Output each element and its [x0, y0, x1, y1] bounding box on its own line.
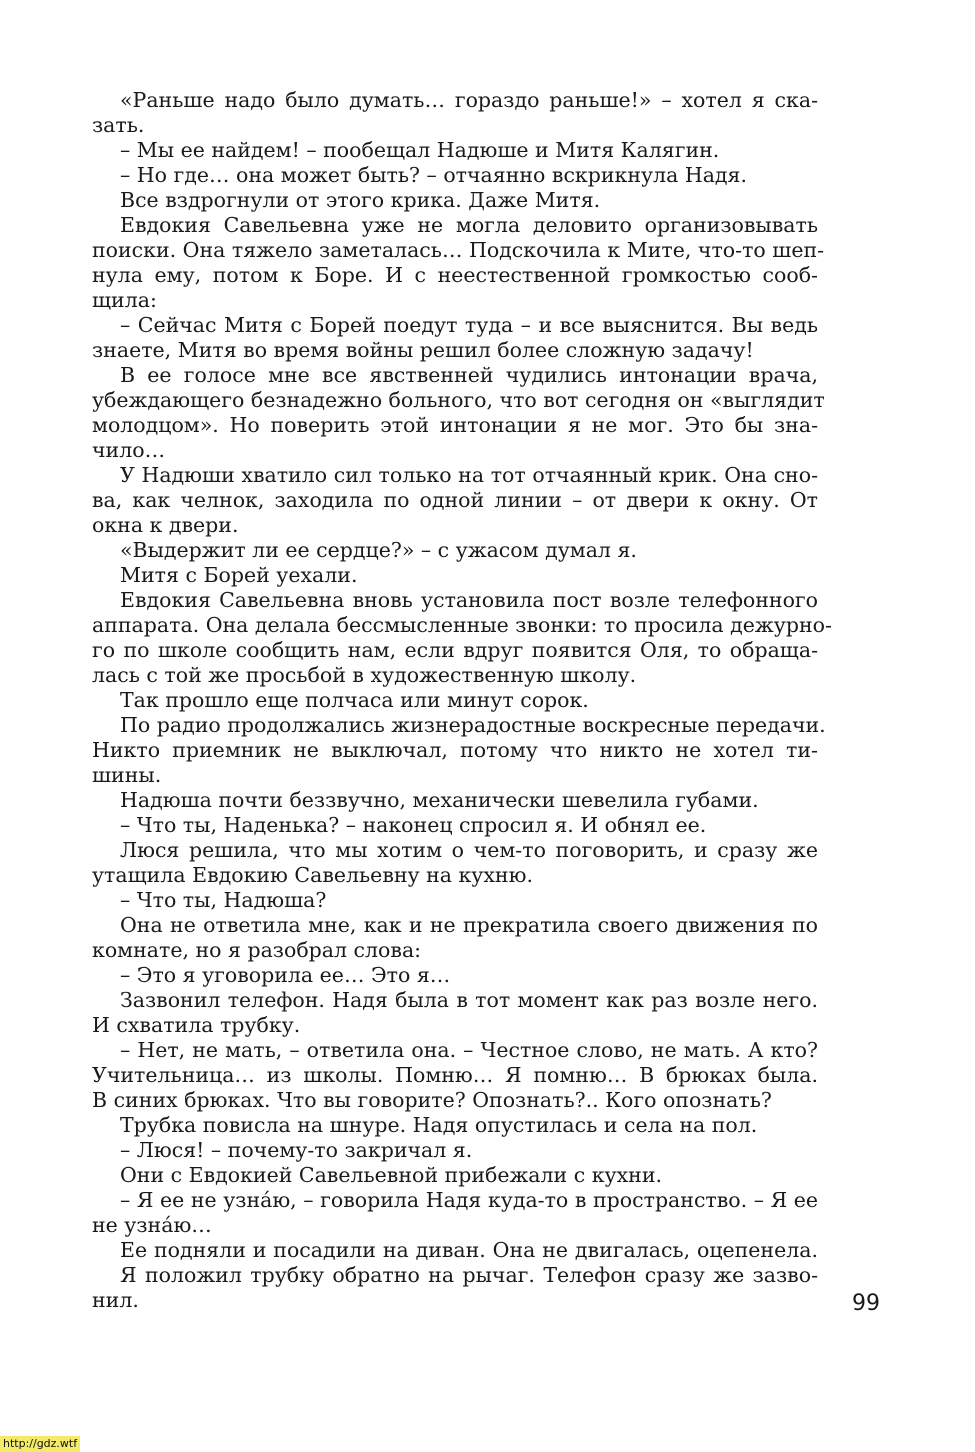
text-line: «Раньше надо было думать… гораздо раньше!» – хотел я ска- — [120, 88, 818, 112]
text-line: Надюша почти беззвучно, механически шевелила губами. — [120, 788, 759, 812]
text-line: – Люся! – почему-то закричал я. — [120, 1138, 473, 1162]
text-line: аппарата. Она делала бессмысленные звонки: то просила дежурно- — [92, 613, 832, 637]
text-line: лась с той же просьбой в художественную школу. — [92, 663, 637, 687]
text-line: комнате, но я разобрал слова: — [92, 938, 422, 962]
text-line: Они с Евдокией Савельевной прибежали с кухни. — [120, 1163, 663, 1187]
text-line: поиски. Она тяжело заметалась… Подскочила к Мите, что-то шеп- — [92, 238, 825, 262]
text-line: – Но где… она может быть? – отчаянно вскрикнула Надя. — [120, 163, 747, 187]
text-line: «Выдержит ли ее сердце?» – с ужасом думал я. — [120, 538, 637, 562]
text-line: Зазвонил телефон. Надя была в тот момент как раз возле него. — [120, 988, 818, 1012]
watermark-link[interactable]: http://gdz.wtf — [0, 1436, 80, 1452]
text-line: го по школе сообщить нам, если вдруг появится Оля, то обраща- — [92, 638, 818, 662]
text-line: шины. — [92, 763, 162, 787]
text-line: Все вздрогнули от этого крика. Даже Митя. — [120, 188, 601, 212]
text-line: В синих брюках. Что вы говорите? Опознать?.. Кого опознать? — [92, 1088, 772, 1112]
text-line: Я положил трубку обратно на рычаг. Телефон сразу же зазво- — [120, 1263, 818, 1287]
text-line: Учительница… из школы. Помню… Я помню… В брюках была. — [92, 1063, 818, 1087]
text-line: Митя с Борей уехали. — [120, 563, 358, 587]
text-line: щила: — [92, 288, 157, 312]
text-line: Трубка повисла на шнуре. Надя опустилась и села на пол. — [120, 1113, 758, 1137]
text-line: убеждающего безнадежно больного, что вот сегодня он «выглядит — [92, 388, 825, 412]
text-line: – Что ты, Надюша? — [120, 888, 327, 912]
text-line: По радио продолжались жизнерадостные воскресные передачи. — [120, 713, 826, 737]
text-line: В ее голосе мне все явственней чудились интонации врача, — [120, 363, 818, 387]
text-line: утащила Евдокию Савельевну на кухню. — [92, 863, 533, 887]
text-line: не узна́ю… — [92, 1213, 212, 1237]
text-line: – Это я уговорила ее… Это я… — [120, 963, 451, 987]
text-line: Люся решила, что мы хотим о чем-то поговорить, и сразу же — [120, 838, 818, 862]
text-line: У Надюши хватило сил только на тот отчаянный крик. Она сно- — [120, 463, 818, 487]
text-line: – Мы ее найдем! – пообещал Надюше и Митя Калягин. — [120, 138, 720, 162]
page-body-text — [92, 88, 832, 1313]
text-line: – Что ты, Наденька? – наконец спросил я. И обнял ее. — [120, 813, 707, 837]
text-line: И схватила трубку. — [92, 1013, 301, 1037]
text-line: молодцом». Но поверить этой интонации я не мог. Это бы зна- — [92, 413, 818, 437]
text-line: ва, как челнок, заходила по одной линии – от двери к окну. От — [92, 488, 818, 512]
text-line: зать. — [92, 113, 145, 137]
text-line: – Я ее не узна́ю, – говорила Надя куда-то в пространство. – Я ее — [120, 1188, 818, 1212]
text-line: Так прошло еще полчаса или минут сорок. — [120, 688, 589, 712]
text-line: Евдокия Савельевна уже не могла деловито организовывать — [120, 213, 818, 237]
text-line: знаете, Митя во время войны решил более сложную задачу! — [92, 338, 754, 362]
text-line: Евдокия Савельевна вновь установила пост возле телефонного — [120, 588, 818, 612]
text-line: нула ему, потом к Боре. И с неестественной громкостью сооб- — [92, 263, 818, 287]
text-line: нил. — [92, 1288, 139, 1312]
text-line: – Сейчас Митя с Борей поедут туда – и все выяснится. Вы ведь — [120, 313, 818, 337]
text-line: – Нет, не мать, – ответила она. – Честное слово, не мать. А кто? — [120, 1038, 818, 1062]
text-line: Никто приемник не выключал, потому что никто не хотел ти- — [92, 738, 818, 762]
page-number: 99 — [852, 1291, 880, 1316]
text-line: чило… — [92, 438, 166, 462]
text-line: Ее подняли и посадили на диван. Она не двигалась, оцепенела. — [120, 1238, 818, 1262]
text-line: Она не ответила мне, как и не прекратила своего движения по — [120, 913, 818, 937]
text-line: окна к двери. — [92, 513, 239, 537]
